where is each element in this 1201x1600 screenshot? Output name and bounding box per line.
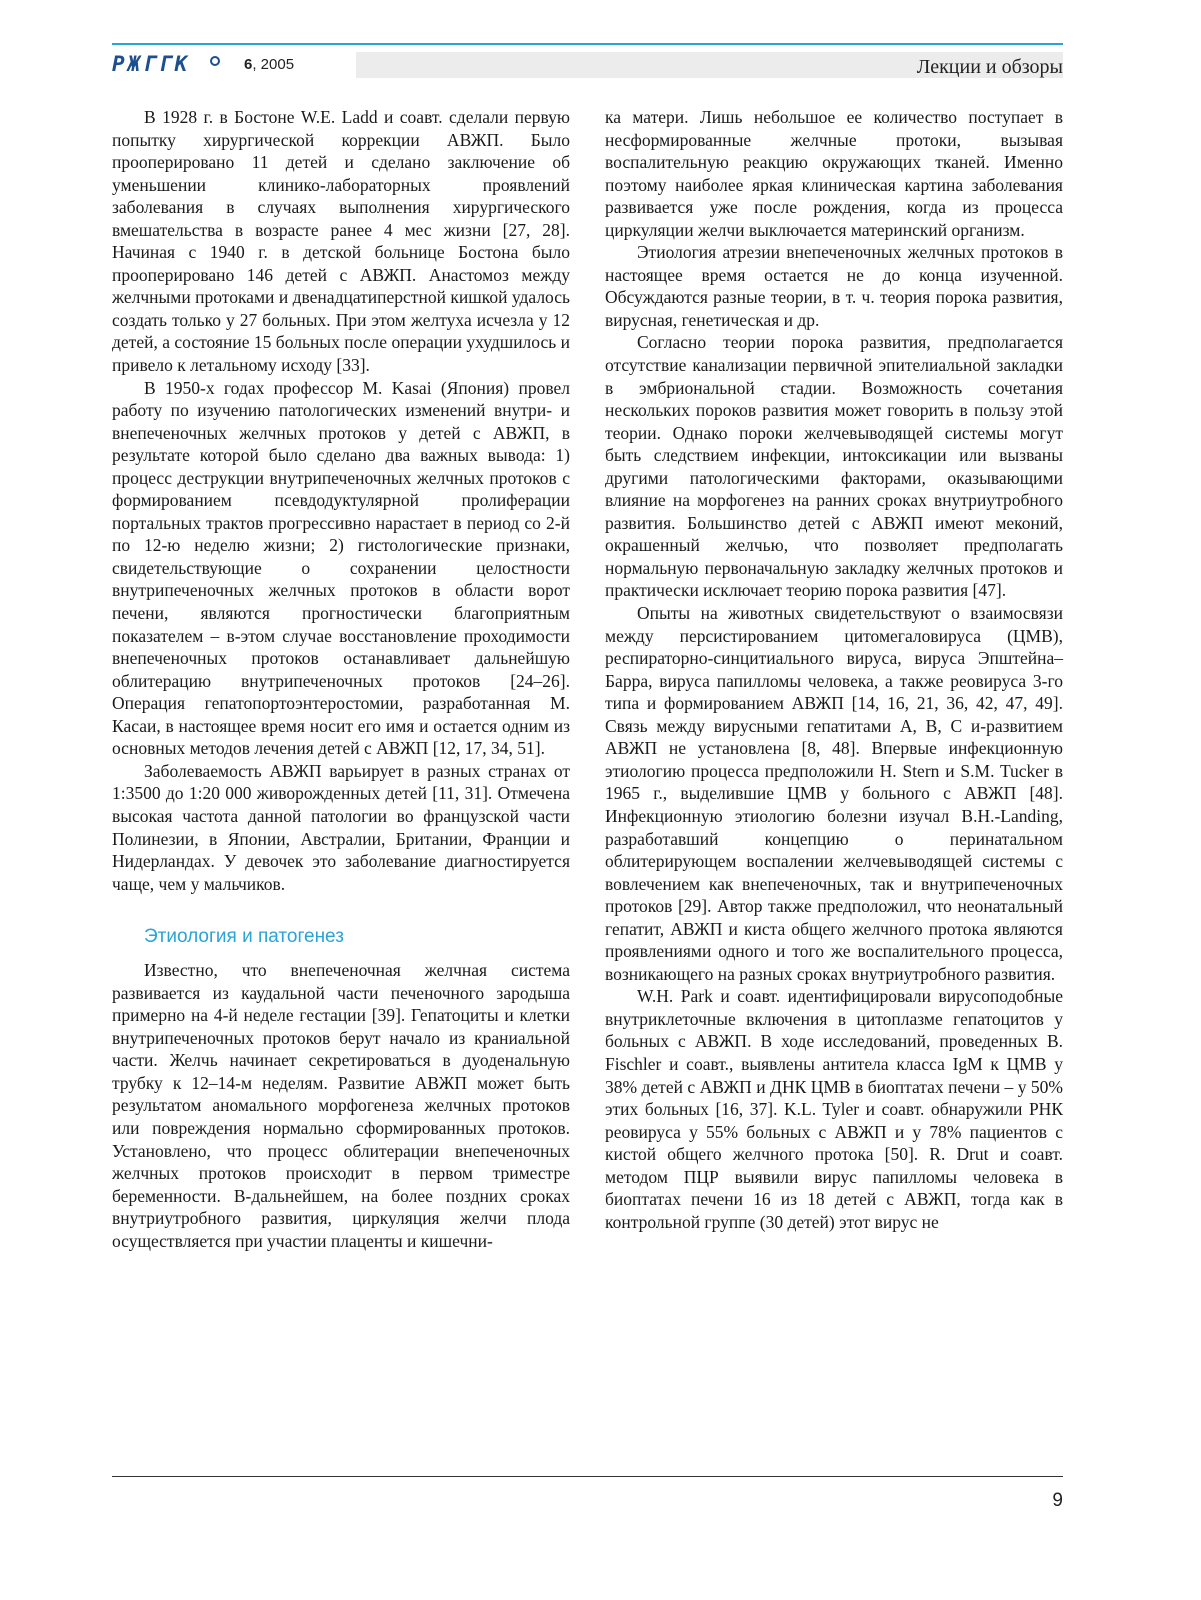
footer-rule [112, 1476, 1063, 1477]
section-bar [356, 52, 1063, 78]
section-heading: Этиология и патогенез [144, 926, 344, 948]
journal-logo: РЖГГК [112, 52, 191, 76]
circle-bullet-icon [210, 56, 220, 66]
paragraph: Согласно теории порока развития, предполагается отсутствие канализации первичной эпителиальной закладки в эмбриональной стадии. Возможность сочетания нескольких пороков развития может говорить в пользу этой теории. Однако пороки желчевыводящей системы могут быть следствием инфекции, интоксикации или вызваны другими патологическими факторами, оказывающими влияние на морфогенез на ранних сроках внутриутробного развития. Большинство детей с АВЖП имеют меконий, окрашенный желчью, что позволяет предполагать нормальную первоначальную закладку желчных протоков и практически исключает теорию порока развития [47]. [605, 332, 1063, 601]
section-title: Лекции и обзоры [916, 56, 1063, 78]
paragraph: Опыты на животных свидетельствуют о взаимосвязи между персистированием цитомегаловируса (ЦМВ), респираторно-синцитиального вируса, вируса Эпштейна–Барра, вируса папилломы человека, а также реовируса 3-го типа и формированием АВЖП [14, 16, 21, 36, 42, 47, 49]. Связь между вирусными гепатитами А, В, С и-развитием АВЖП не установлена [8, 48]. Впервые инфекционную этиологию процесса предположили Н. Stern и S.M. Tucker в 1965 г., выделившие ЦМВ у больного с АВЖП [48]. Инфекционную этиологию болезни изучал В.Н.-Landing, разработавший концепцию о перинатальном облитерирующем воспалении желчевыводящей системы с вовлечением как внепеченочных, так и внутрипеченочных протоков [29]. Автор также предположил, что неонатальный гепатит, АВЖП и киста общего желчного протока являются проявлениями одного и того же воспалительного процесса, возникающего на разных сроках внутриутробного развития. [605, 603, 1063, 984]
left-column [112, 106, 570, 1252]
paragraph: В 1950-х годах профессор М. Kasai (Япония) провел работу по изучению патологических изменений внутри- и внепеченочных желчных протоков у детей с АВЖП, в результате которой было сделано два важных вывода: 1) процесс деструкции внутрипеченочных желчных протоков с формированием псевдодуктулярной пролиферации портальных трактов прогрессивно нарастает в период со 2-й по 12-ю неделю жизни; 2) гистологические признаки, свидетельствующие о сохранении целостности внутрипеченочных желчных протоков в области ворот печени, являются прогностически благоприятным показателем – в-этом случае восстановление проходимости внепеченочных протоков останавливает дальнейшую облитерацию внутрипеченочных протоков [24–26]. Операция гепатопортоэнтеростомии, разработанная М. Касаи, в настоящее время носит его имя и остается одним из основных методов лечения детей с АВЖП [12, 17, 34, 51]. [112, 377, 570, 759]
page-number: 9 [1052, 1490, 1063, 1511]
issue-info [244, 56, 294, 73]
right-column [605, 106, 1063, 1233]
paragraph: В 1928 г. в Бостоне W.E. Ladd и соавт. сделали первую попытку хирургической коррекции АВЖП. Было прооперировано 11 детей и сделано заключение об уменьшении клинико-лабораторных проявлений заболевания в случаях выполнения хирургического вмешательства в возрасте ранее 4 мес жизни [27, 28]. Начиная с 1940 г. в детской больнице Бостона было прооперировано 146 детей с АВЖП. Анастомоз между желчными протоками и двенадцатиперстной кишкой удалось создать только у 27 больных. При этом желтуха исчезла у 12 детей, а состояние 15 больных после операции ухудшилось и привело к летальному исходу [33]. [112, 107, 570, 376]
header-top-rule [112, 43, 1063, 45]
paragraph: Этиология атрезии внепеченочных желчных протоков в настоящее время остается не до конца изученной. Обсуждаются разные теории, в т. ч. теория порока развития, вирусная, генетическая и др. [605, 242, 1063, 330]
paragraph: W.H. Park и соавт. идентифицировали вирусоподобные внутриклеточные включения в цитоплазме гепатоцитов у больных с АВЖП. В ходе исследований, проведенных В. Fischler и соавт., выявлены антитела класса IgM к ЦМВ у 38% детей с АВЖП и ДНК ЦМВ в биоптатах печени – у 50% этих больных [16, 37]. K.L. Tyler и соавт. обнаружили РНК реовируса у 55% больных с АВЖП и у 78% пациентов с кистой общего желчного протока [50]. R. Drut и соавт. методом ПЦР выявили вирус папилломы человека в биоптатах печени 16 из 18 детей с АВЖП, тогда как в контрольной группе (30 детей) этот вирус не [605, 986, 1063, 1232]
paragraph: Известно, что внепеченочная желчная система развивается из каудальной части печеночного зародыша примерно на 4-й неделе гестации [39]. Гепатоциты и клетки внутрипеченочных протоков берут начало из краниальной части. Желчь начинает секретироваться в дуоденальную трубку к 12–14-м неделям. Развитие АВЖП может быть результатом аномального морфогенеза желчных протоков или повреждения нормально сформированных протоков. Установлено, что процесс облитерации внепеченочных желчных протоков происходит в первом триместре беременности. В-дальнейшем, на более поздних сроках внутриутробного развития, циркуляция желчи плода осуществляется при участии плаценты и кишечни- [112, 960, 570, 1251]
paragraph: Заболеваемость АВЖП варьирует в разных странах от 1:3500 до 1:20 000 живорожденных детей [11, 31]. Отмечена высокая частота данной патологии во французской части Полинезии, в Японии, Австралии, Британии, Франции и Нидерландах. У девочек это заболевание диагностируется чаще, чем у мальчиков. [112, 760, 570, 894]
running-header [112, 50, 1063, 80]
issue-number: 6 [244, 56, 253, 73]
issue-year: , 2005 [252, 56, 295, 73]
paragraph-continued: ка матери. Лишь небольшое ее количество поступает в несформированные желчные протоки, вызывая воспалительную реакцию окружающих тканей. Именно поэтому наиболее яркая клиническая картина заболевания развивается уже после рождения, когда из процесса циркуляции желчи выключается материнский организм. [605, 107, 1063, 240]
